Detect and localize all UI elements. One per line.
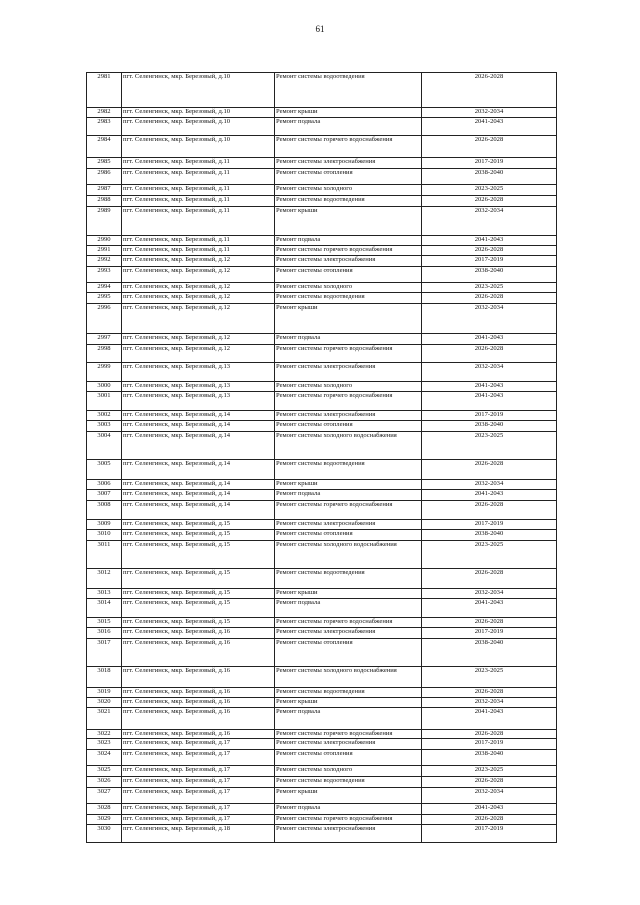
address-cell: пгт. Селенгинск, мкр. Березовый, д.14: [123, 411, 231, 418]
address-cell: пгт. Селенгинск, мкр. Березовый, д.17: [123, 777, 231, 784]
address-cell: пгт. Селенгинск, мкр. Березовый, д.13: [123, 363, 231, 370]
address-cell: пгт. Селенгинск, мкр. Березовый, д.12: [123, 304, 231, 311]
row-number-cell: 3021: [97, 708, 111, 715]
address-cell: пгт. Селенгинск, мкр. Березовый, д.12: [123, 293, 231, 300]
address-cell: пгт. Селенгинск, мкр. Березовый, д.11: [123, 158, 230, 165]
period-cell: 2026-2028: [474, 136, 504, 143]
period-cell: 2038-2040: [474, 421, 504, 428]
address-cell: пгт. Селенгинск, мкр. Березовый, д.17: [123, 739, 231, 746]
work-type-cell: Ремонт системы водоотведения: [276, 688, 365, 695]
table-row: [87, 765, 556, 776]
table-row: [87, 459, 556, 479]
period-cell: 2038-2040: [474, 639, 504, 646]
table-row: [87, 391, 556, 410]
address-cell: пгт. Селенгинск, мкр. Березовый, д.16: [123, 698, 231, 705]
table-row: [87, 803, 556, 814]
row-number-cell: 2992: [97, 256, 111, 263]
period-cell: 2032-2034: [474, 363, 504, 370]
address-cell: пгт. Селенгинск, мкр. Березовый, д.14: [123, 432, 231, 439]
address-cell: пгт. Селенгинск, мкр. Березовый, д.11: [123, 169, 230, 176]
address-cell: пгт. Селенгинск, мкр. Березовый, д.11: [123, 185, 230, 192]
period-cell: 2041-2043: [474, 236, 504, 243]
address-cell: пгт. Селенгинск, мкр. Березовый, д.12: [123, 334, 231, 341]
table-row: [87, 282, 556, 292]
table-row: [87, 687, 556, 697]
row-number-cell: 2986: [97, 169, 111, 176]
table-row: [87, 410, 556, 420]
address-cell: пгт. Селенгинск, мкр. Березовый, д.15: [123, 589, 231, 596]
row-number-cell: 3019: [97, 688, 111, 695]
row-number-cell: 3023: [97, 739, 111, 746]
work-type-cell: Ремонт системы холодного водоснабжения: [276, 541, 397, 548]
address-cell: пгт. Селенгинск, мкр. Березовый, д.12: [123, 345, 231, 352]
table-row: [87, 598, 556, 617]
row-number-cell: 2984: [97, 136, 111, 143]
row-number-cell: 3000: [97, 382, 111, 389]
address-cell: пгт. Селенгинск, мкр. Березовый, д.10: [123, 118, 231, 125]
address-cell: пгт. Селенгинск, мкр. Березовый, д.15: [123, 599, 231, 606]
row-number-cell: 3005: [97, 460, 111, 467]
work-type-cell: Ремонт подвала: [276, 334, 321, 341]
table-row: [87, 638, 556, 666]
address-cell: пгт. Селенгинск, мкр. Березовый, д.16: [123, 730, 231, 737]
row-number-cell: 3013: [97, 589, 111, 596]
work-type-cell: Ремонт системы водоотведения: [276, 569, 365, 576]
table-row: [87, 479, 556, 489]
table-row: [87, 666, 556, 687]
period-cell: 2026-2028: [474, 815, 504, 822]
address-cell: пгт. Селенгинск, мкр. Березовый, д.12: [123, 267, 231, 274]
period-cell: 2041-2043: [474, 708, 504, 715]
work-type-cell: Ремонт системы отопления: [276, 639, 353, 646]
table-row: [87, 738, 556, 749]
table-row: [87, 617, 556, 627]
row-number-cell: 3010: [97, 530, 111, 537]
work-type-cell: Ремонт системы электроснабжения: [276, 411, 376, 418]
address-cell: пгт. Селенгинск, мкр. Березовый, д.10: [123, 136, 231, 143]
row-number-cell: 2982: [97, 108, 111, 115]
table-row: [87, 157, 556, 168]
work-type-cell: Ремонт системы горячего водоснабжения: [276, 618, 393, 625]
period-cell: 2026-2028: [474, 73, 504, 80]
table-row: [87, 500, 556, 519]
work-type-cell: Ремонт системы электроснабжения: [276, 520, 376, 527]
table-row: [87, 206, 556, 235]
work-type-cell: Ремонт крыши: [276, 698, 318, 705]
period-cell: 2038-2040: [474, 169, 504, 176]
address-cell: пгт. Селенгинск, мкр. Березовый, д.15: [123, 541, 231, 548]
work-type-cell: Ремонт системы горячего водоснабжения: [276, 730, 393, 737]
row-number-cell: 3007: [97, 490, 111, 497]
table-row: [87, 814, 556, 824]
period-cell: 2026-2028: [474, 688, 504, 695]
row-number-cell: 3018: [97, 667, 111, 674]
address-cell: пгт. Селенгинск, мкр. Березовый, д.16: [123, 639, 231, 646]
row-number-cell: 3011: [97, 541, 111, 548]
work-type-cell: Ремонт системы электроснабжения: [276, 628, 376, 635]
table-row: [87, 107, 556, 117]
work-type-cell: Ремонт системы горячего водоснабжения: [276, 136, 393, 143]
row-number-cell: 2995: [97, 293, 111, 300]
work-type-cell: Ремонт системы отопления: [276, 421, 353, 428]
address-cell: пгт. Селенгинск, мкр. Березовый, д.13: [123, 382, 231, 389]
work-type-cell: Ремонт системы водоотведения: [276, 293, 365, 300]
address-cell: пгт. Селенгинск, мкр. Березовый, д.16: [123, 688, 231, 695]
row-number-cell: 3009: [97, 520, 111, 527]
work-type-cell: Ремонт системы холодного водоснабжения: [276, 432, 397, 439]
table-row: [87, 292, 556, 303]
row-number-cell: 2999: [97, 363, 111, 370]
table-row: [87, 303, 556, 333]
work-type-cell: Ремонт крыши: [276, 480, 318, 487]
table-row: [87, 824, 556, 842]
period-cell: 2032-2034: [474, 304, 504, 311]
row-number-cell: 3006: [97, 480, 111, 487]
row-number-cell: 3022: [97, 730, 111, 737]
work-type-cell: Ремонт системы электроснабжения: [276, 158, 376, 165]
row-number-cell: 2987: [97, 185, 111, 192]
table-row: [87, 420, 556, 431]
address-cell: пгт. Селенгинск, мкр. Березовый, д.16: [123, 708, 231, 715]
table-row: [87, 235, 556, 245]
period-cell: 2032-2034: [474, 589, 504, 596]
work-type-cell: Ремонт системы горячего водоснабжения: [276, 815, 393, 822]
address-cell: пгт. Селенгинск, мкр. Березовый, д.14: [123, 421, 231, 428]
page-number: 61: [315, 24, 325, 34]
row-number-cell: 3012: [97, 569, 111, 576]
work-type-cell: Ремонт системы холодного: [276, 283, 353, 290]
work-type-cell: Ремонт системы холодного: [276, 185, 353, 192]
address-cell: пгт. Селенгинск, мкр. Березовый, д.17: [123, 788, 231, 795]
table-row: [87, 245, 556, 255]
row-number-cell: 3014: [97, 599, 111, 606]
period-cell: 2041-2043: [474, 118, 504, 125]
table-row: [87, 489, 556, 500]
row-number-cell: 2996: [97, 304, 111, 311]
table-row: [87, 362, 556, 381]
period-cell: 2017-2019: [474, 739, 504, 746]
work-type-cell: Ремонт системы электроснабжения: [276, 363, 376, 370]
period-cell: 2023-2025: [474, 432, 504, 439]
work-type-cell: Ремонт крыши: [276, 589, 318, 596]
row-number-cell: 3030: [97, 825, 111, 832]
data-table: [86, 72, 557, 843]
address-cell: пгт. Селенгинск, мкр. Березовый, д.15: [123, 569, 231, 576]
address-cell: пгт. Селенгинск, мкр. Березовый, д.11: [123, 246, 230, 253]
period-cell: 2038-2040: [474, 530, 504, 537]
row-number-cell: 3020: [97, 698, 111, 705]
period-cell: 2038-2040: [474, 267, 504, 274]
work-type-cell: Ремонт системы электроснабжения: [276, 256, 376, 263]
address-cell: пгт. Селенгинск, мкр. Березовый, д.17: [123, 766, 231, 773]
table-row: [87, 729, 556, 738]
period-cell: 2026-2028: [474, 777, 504, 784]
work-type-cell: Ремонт системы водоотведения: [276, 196, 365, 203]
period-cell: 2017-2019: [474, 520, 504, 527]
work-type-cell: Ремонт системы горячего водоснабжения: [276, 392, 393, 399]
work-type-cell: Ремонт системы горячего водоснабжения: [276, 501, 393, 508]
period-cell: 2041-2043: [474, 382, 504, 389]
work-type-cell: Ремонт системы холодного: [276, 382, 353, 389]
row-number-cell: 3024: [97, 750, 111, 757]
period-cell: 2032-2034: [474, 698, 504, 705]
row-number-cell: 2989: [97, 207, 111, 214]
table-row: [87, 627, 556, 638]
work-type-cell: Ремонт системы отопления: [276, 530, 353, 537]
work-type-cell: Ремонт крыши: [276, 108, 318, 115]
work-type-cell: Ремонт системы горячего водоснабжения: [276, 246, 393, 253]
period-cell: 2026-2028: [474, 730, 504, 737]
period-cell: 2026-2028: [474, 569, 504, 576]
work-type-cell: Ремонт подвала: [276, 118, 321, 125]
row-number-cell: 3002: [97, 411, 111, 418]
row-number-cell: 2997: [97, 334, 111, 341]
period-cell: 2017-2019: [474, 825, 504, 832]
table-row: [87, 529, 556, 540]
address-cell: пгт. Селенгинск, мкр. Березовый, д.17: [123, 750, 231, 757]
work-type-cell: Ремонт подвала: [276, 490, 321, 497]
period-cell: 2017-2019: [474, 628, 504, 635]
row-number-cell: 2990: [97, 236, 111, 243]
table-row: [87, 344, 556, 362]
address-cell: пгт. Селенгинск, мкр. Березовый, д.12: [123, 283, 231, 290]
table-row: [87, 519, 556, 529]
address-cell: пгт. Селенгинск, мкр. Березовый, д.14: [123, 490, 231, 497]
address-cell: пгт. Селенгинск, мкр. Березовый, д.16: [123, 667, 231, 674]
address-cell: пгт. Селенгинск, мкр. Березовый, д.17: [123, 804, 231, 811]
row-number-cell: 2983: [97, 118, 111, 125]
row-number-cell: 2985: [97, 158, 111, 165]
period-cell: 2032-2034: [474, 788, 504, 795]
period-cell: 2032-2034: [474, 108, 504, 115]
row-number-cell: 3025: [97, 766, 111, 773]
period-cell: 2041-2043: [474, 334, 504, 341]
table-row: [87, 117, 556, 135]
row-number-cell: 3017: [97, 639, 111, 646]
work-type-cell: Ремонт системы водоотведения: [276, 460, 365, 467]
row-number-cell: 3008: [97, 501, 111, 508]
row-number-cell: 2993: [97, 267, 111, 274]
address-cell: пгт. Селенгинск, мкр. Березовый, д.13: [123, 392, 231, 399]
table-row: [87, 787, 556, 803]
row-number-cell: 2988: [97, 196, 111, 203]
period-cell: 2017-2019: [474, 158, 504, 165]
work-type-cell: Ремонт системы горячего водоснабжения: [276, 345, 393, 352]
period-cell: 2026-2028: [474, 246, 504, 253]
row-number-cell: 3026: [97, 777, 111, 784]
period-cell: 2023-2025: [474, 766, 504, 773]
table-row: [87, 749, 556, 765]
period-cell: 2026-2028: [474, 501, 504, 508]
work-type-cell: Ремонт системы отопления: [276, 750, 353, 757]
table-row: [87, 540, 556, 568]
table-row: [87, 568, 556, 588]
work-type-cell: Ремонт системы отопления: [276, 267, 353, 274]
table-row: [87, 168, 556, 184]
address-cell: пгт. Селенгинск, мкр. Березовый, д.17: [123, 815, 231, 822]
table-row: [87, 431, 556, 459]
table-row: [87, 776, 556, 787]
period-cell: 2023-2025: [474, 667, 504, 674]
row-number-cell: 3028: [97, 804, 111, 811]
address-cell: пгт. Селенгинск, мкр. Березовый, д.12: [123, 256, 231, 263]
row-number-cell: 2994: [97, 283, 111, 290]
address-cell: пгт. Селенгинск, мкр. Березовый, д.15: [123, 530, 231, 537]
address-cell: пгт. Селенгинск, мкр. Березовый, д.14: [123, 480, 231, 487]
address-cell: пгт. Селенгинск, мкр. Березовый, д.14: [123, 501, 231, 508]
table-row: [87, 333, 556, 344]
work-type-cell: Ремонт подвала: [276, 804, 321, 811]
address-cell: пгт. Селенгинск, мкр. Березовый, д.15: [123, 618, 231, 625]
work-type-cell: Ремонт крыши: [276, 304, 318, 311]
row-number-cell: 2991: [97, 246, 111, 253]
work-type-cell: Ремонт подвала: [276, 708, 321, 715]
table-row: [87, 255, 556, 266]
row-number-cell: 3001: [97, 392, 111, 399]
period-cell: 2026-2028: [474, 345, 504, 352]
address-cell: пгт. Селенгинск, мкр. Березовый, д.16: [123, 628, 231, 635]
address-cell: пгт. Селенгинск, мкр. Березовый, д.11: [123, 236, 230, 243]
work-type-cell: Ремонт крыши: [276, 207, 318, 214]
table-row: [87, 697, 556, 707]
period-cell: 2023-2025: [474, 283, 504, 290]
address-cell: пгт. Селенгинск, мкр. Березовый, д.10: [123, 73, 231, 80]
period-cell: 2032-2034: [474, 480, 504, 487]
work-type-cell: Ремонт системы холодного водоснабжения: [276, 667, 397, 674]
table-row: [87, 707, 556, 729]
address-cell: пгт. Селенгинск, мкр. Березовый, д.11: [123, 196, 230, 203]
period-cell: 2041-2043: [474, 804, 504, 811]
row-number-cell: 3027: [97, 788, 111, 795]
work-type-cell: Ремонт системы отопления: [276, 169, 353, 176]
period-cell: 2017-2019: [474, 256, 504, 263]
table-row: [87, 266, 556, 282]
address-cell: пгт. Селенгинск, мкр. Березовый, д.14: [123, 460, 231, 467]
work-type-cell: Ремонт подвала: [276, 599, 321, 606]
table-row: [87, 381, 556, 391]
work-type-cell: Ремонт системы водоотведения: [276, 777, 365, 784]
period-cell: 2026-2028: [474, 293, 504, 300]
row-number-cell: 2998: [97, 345, 111, 352]
address-cell: пгт. Селенгинск, мкр. Березовый, д.15: [123, 520, 231, 527]
row-number-cell: 3029: [97, 815, 111, 822]
address-cell: пгт. Селенгинск, мкр. Березовый, д.18: [123, 825, 231, 832]
period-cell: 2023-2025: [474, 185, 504, 192]
work-type-cell: Ремонт системы электроснабжения: [276, 739, 376, 746]
row-number-cell: 3015: [97, 618, 111, 625]
work-type-cell: Ремонт системы водоотведения: [276, 73, 365, 80]
period-cell: 2032-2034: [474, 207, 504, 214]
period-cell: 2041-2043: [474, 599, 504, 606]
row-number-cell: 3016: [97, 628, 111, 635]
row-number-cell: 3003: [97, 421, 111, 428]
table-row: [87, 135, 556, 157]
table-row: [87, 184, 556, 195]
period-cell: 2041-2043: [474, 392, 504, 399]
period-cell: 2026-2028: [474, 618, 504, 625]
period-cell: 2023-2025: [474, 541, 504, 548]
work-type-cell: Ремонт крыши: [276, 788, 318, 795]
period-cell: 2041-2043: [474, 490, 504, 497]
work-type-cell: Ремонт системы холодного: [276, 766, 353, 773]
address-cell: пгт. Селенгинск, мкр. Березовый, д.11: [123, 207, 230, 214]
table-row: [87, 73, 556, 107]
period-cell: 2038-2040: [474, 750, 504, 757]
work-type-cell: Ремонт подвала: [276, 236, 321, 243]
address-cell: пгт. Селенгинск, мкр. Березовый, д.10: [123, 108, 231, 115]
table-row: [87, 195, 556, 206]
period-cell: 2017-2019: [474, 411, 504, 418]
work-type-cell: Ремонт системы электроснабжения: [276, 825, 376, 832]
table-row: [87, 588, 556, 598]
row-number-cell: 2981: [97, 73, 111, 80]
period-cell: 2026-2028: [474, 460, 504, 467]
row-number-cell: 3004: [97, 432, 111, 439]
period-cell: 2026-2028: [474, 196, 504, 203]
